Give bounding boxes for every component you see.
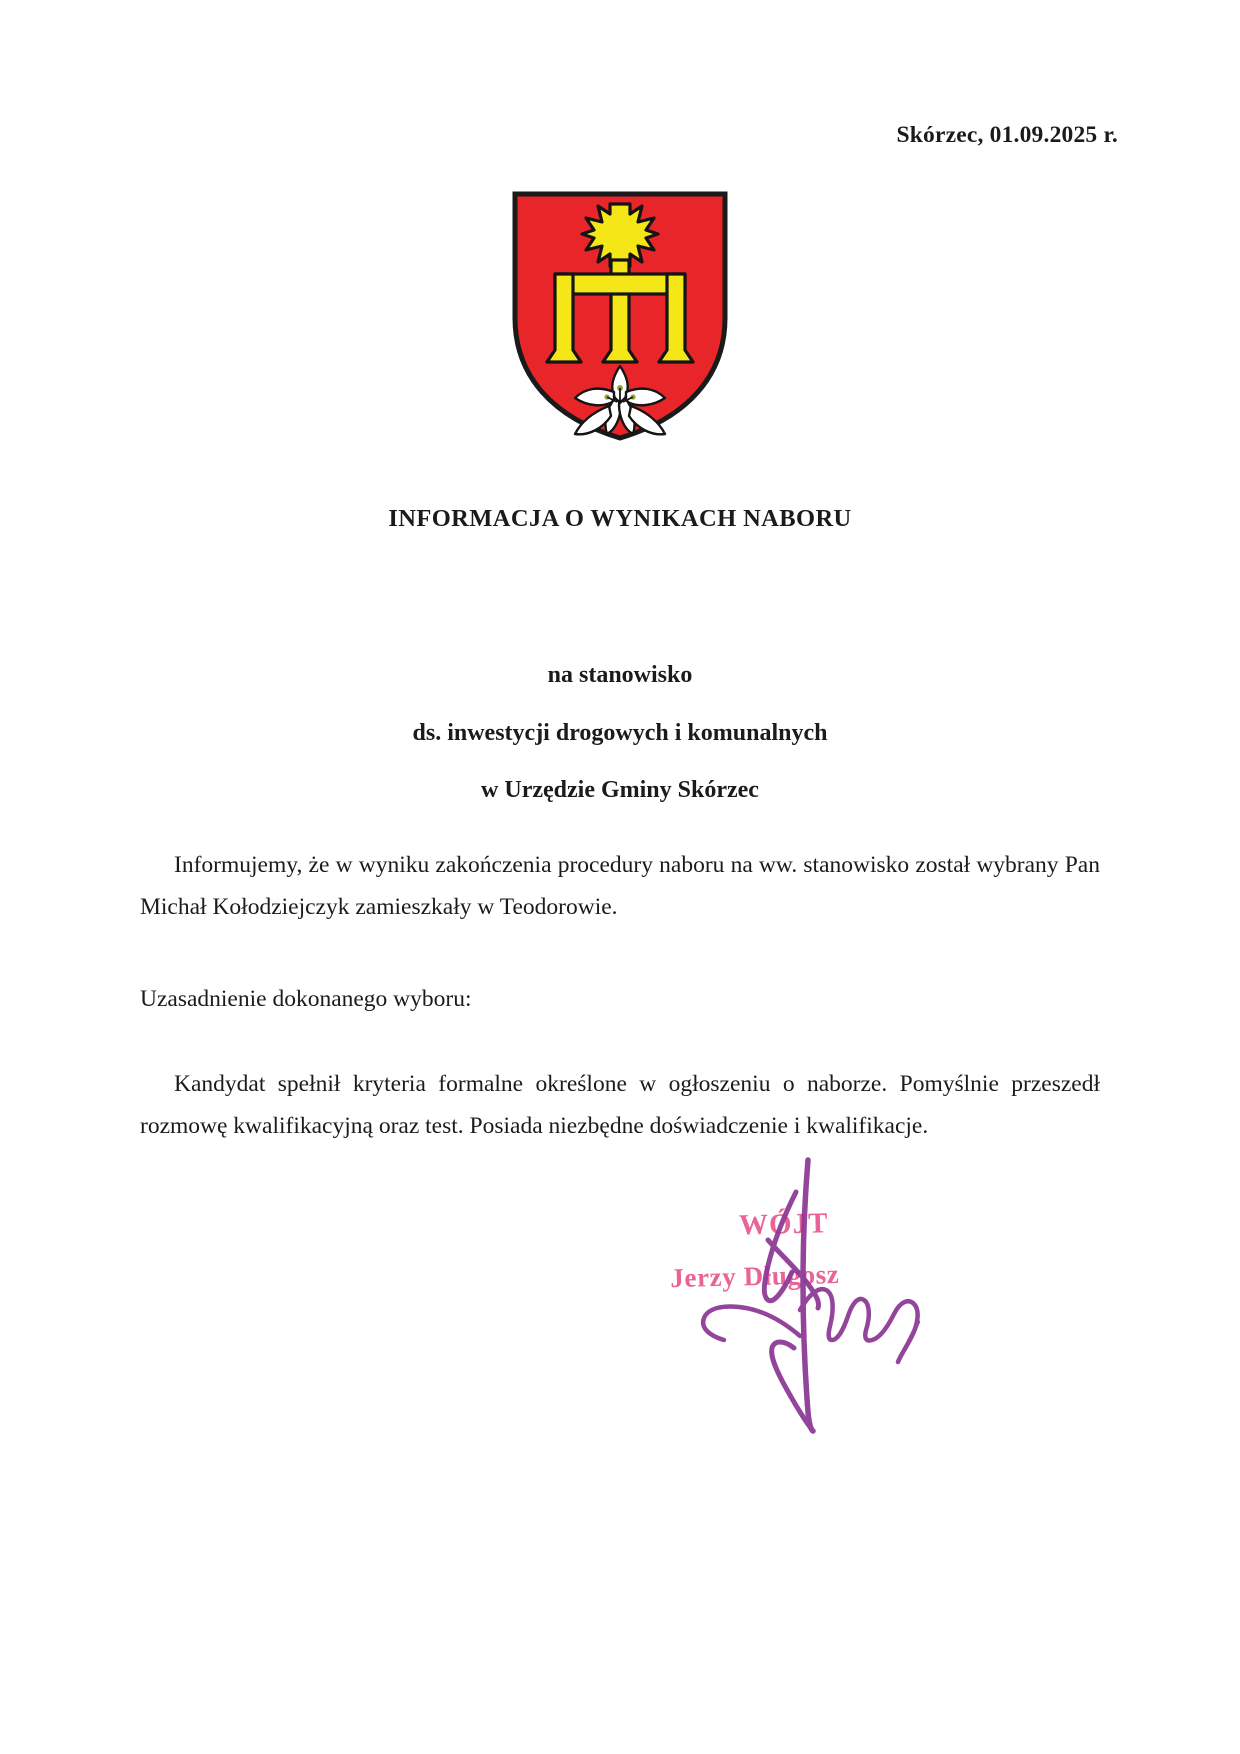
document-body <box>140 845 1100 1148</box>
date-line: Skórzec, 01.09.2025 r. <box>896 122 1118 148</box>
handwritten-signature <box>600 1150 1000 1440</box>
subtitle-line-2: ds. inwestycji drogowych i komunalnych <box>412 719 828 746</box>
stamp-name-text: Jerzy Długosz <box>669 1258 840 1294</box>
subtitle-line-3: w Urzędzie Gminy Skórzec <box>481 777 759 804</box>
coat-of-arms <box>0 190 1240 442</box>
spacer <box>140 929 1100 979</box>
subtitle-line-1: na stanowisko <box>547 662 693 688</box>
stamp-role-text: WÓJT <box>738 1207 829 1242</box>
paragraph-justification-label: Uzasadnienie dokonanego wyboru: <box>140 985 472 1012</box>
signature-block <box>600 1150 1000 1440</box>
position-subtitle <box>0 660 1240 807</box>
coat-of-arms-icon <box>511 190 729 442</box>
paragraph-justification-text: Kandydat spełnił kryteria formalne określone w ogłoszeniu o naborze. Pomyślnie przeszedł rozmowę kwalifikacyjną oraz test. Posiada niezbędne doświadczenie i kwalifikacje. <box>140 1071 1100 1140</box>
spacer <box>140 1020 1100 1064</box>
paragraph-result: Informujemy, że w wyniku zakończenia procedury naboru na ww. stanowisko został wybrany Pan Michał Kołodziejczyk zamieszkały w Teodorowie. <box>140 852 1100 920</box>
page-title: INFORMACJA O WYNIKACH NABORU <box>388 505 852 532</box>
